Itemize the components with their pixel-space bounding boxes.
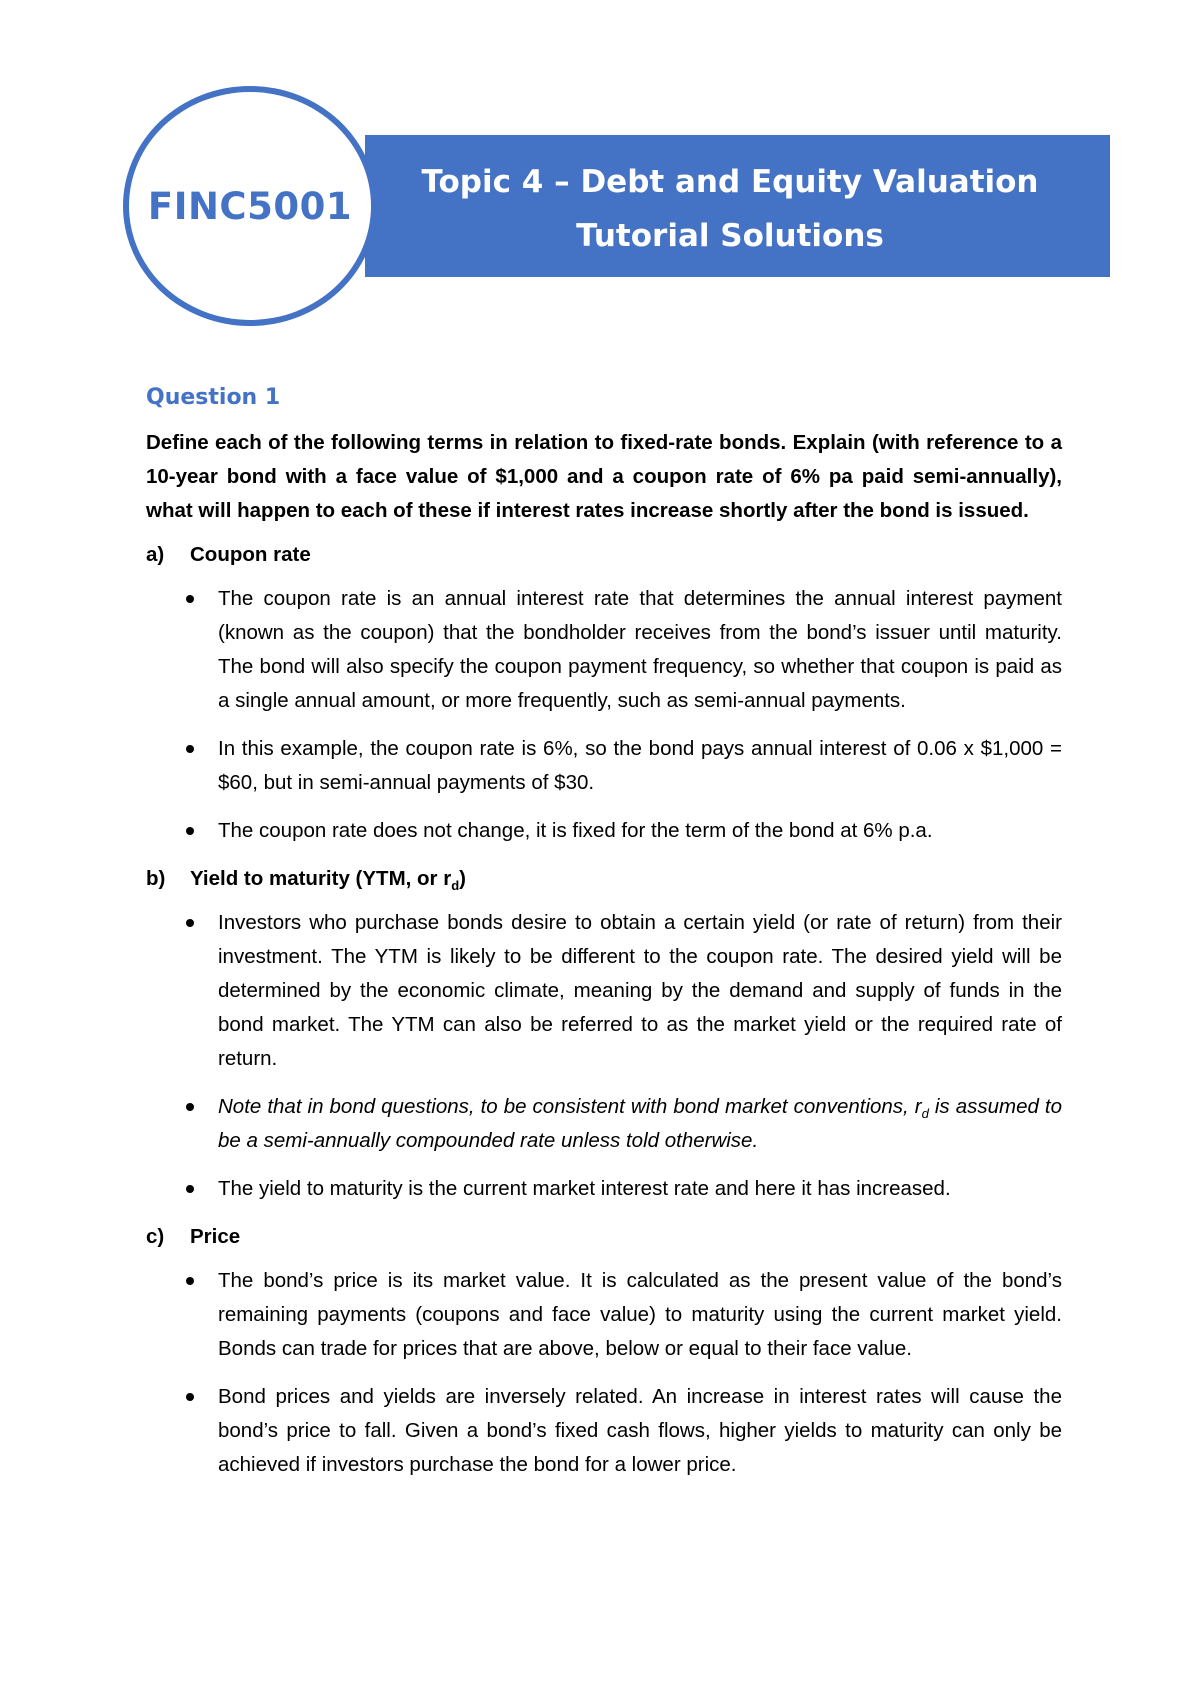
part-letter: b) <box>146 867 166 890</box>
bullet-text: The coupon rate is an annual interest rate that determines the annual interest payment (known as the coupon) that the bondholder receives from the bond’s issuer until maturity. The bond will also specify the coupon payment frequency, so whether that coupon is paid as a single annual amount, or more frequently, such as semi-annual payments. <box>218 587 1062 712</box>
bullet-icon <box>186 595 194 603</box>
list-item <box>146 582 1062 718</box>
part-letter: a) <box>146 543 165 566</box>
part-b-heading <box>146 862 1062 896</box>
part-title-main: Yield to maturity (YTM, or r <box>190 867 452 890</box>
course-code: FINC5001 <box>147 184 353 228</box>
bullet-text: The yield to maturity is the current market interest rate and here it has increased. <box>218 1177 951 1200</box>
part-a-heading <box>146 538 1062 572</box>
bullet-text: In this example, the coupon rate is 6%, so the bond pays annual interest of 0.06 x $1,000 = $60, but in semi-annual payments of $30. <box>218 737 1062 794</box>
part-c-heading <box>146 1220 1062 1254</box>
bullet-text: The coupon rate does not change, it is fixed for the term of the bond at 6% p.a. <box>218 819 933 842</box>
bullet-icon <box>186 1185 194 1193</box>
list-item <box>146 1264 1062 1366</box>
part-title <box>190 862 466 896</box>
note-text <box>218 1095 1062 1152</box>
note-text-part-1: Note that in bond questions, to be consistent with bond market conventions, r <box>218 1095 922 1118</box>
list-item <box>146 1380 1062 1482</box>
bullet-icon <box>186 745 194 753</box>
bullet-icon <box>186 1393 194 1401</box>
part-title-end: ) <box>459 867 466 890</box>
bullet-icon <box>186 1277 194 1285</box>
bullet-icon <box>186 919 194 927</box>
part-c-bullets <box>146 1264 1062 1482</box>
bullet-icon <box>186 827 194 835</box>
title-line-2: Tutorial Solutions <box>576 218 884 254</box>
question-text: Define each of the following terms in relation to fixed-rate bonds. Explain (with reference to a 10-year bond with a face value of $1,000 and a coupon rate of 6% pa paid semi-annually), what will happen to each of these if interest rates increase shortly after the bond is issued. <box>146 431 1062 522</box>
document-title <box>365 155 1095 263</box>
part-title-subscript: d <box>451 878 460 894</box>
bullet-text: Investors who purchase bonds desire to obtain a certain yield (or rate of return) from their investment. The YTM is likely to be different to the coupon rate. The desired yield will be determined by the economic climate, meaning by the demand and supply of funds in the bond market. The YTM can also be referred to as the market yield or the required rate of return. <box>218 911 1062 1070</box>
bullet-text: The bond’s price is its market value. It is calculated as the present value of the bond’s remaining payments (coupons and face value) to maturity using the current market yield. Bonds can trade for prices that are above, below or equal to their face value. <box>218 1269 1062 1360</box>
part-a-bullets <box>146 582 1062 848</box>
list-item <box>146 814 1062 848</box>
part-letter: c) <box>146 1225 165 1248</box>
question-heading: Question 1 <box>146 385 281 410</box>
list-item <box>146 732 1062 800</box>
part-title: Coupon rate <box>190 543 311 566</box>
list-item <box>146 906 1062 1076</box>
document-body <box>146 380 1062 1496</box>
title-line-1: Topic 4 – Debt and Equity Valuation <box>421 164 1039 200</box>
title-banner <box>365 135 1110 277</box>
part-b-bullets <box>146 906 1062 1206</box>
part-title: Price <box>190 1225 241 1248</box>
list-item <box>146 1172 1062 1206</box>
course-code-badge <box>123 86 377 326</box>
bullet-text: Bond prices and yields are inversely related. An increase in interest rates will cause the bond’s price to fall. Given a bond’s fixed cash flows, higher yields to maturity can only be achieved if investors purchase the bond for a lower price. <box>218 1385 1062 1476</box>
bullet-icon <box>186 1103 194 1111</box>
list-item-note <box>146 1090 1062 1158</box>
note-text-part-2: is assumed to be a semi-annually compounded rate unless told otherwise. <box>218 1095 1062 1152</box>
note-subscript: d <box>921 1106 929 1122</box>
